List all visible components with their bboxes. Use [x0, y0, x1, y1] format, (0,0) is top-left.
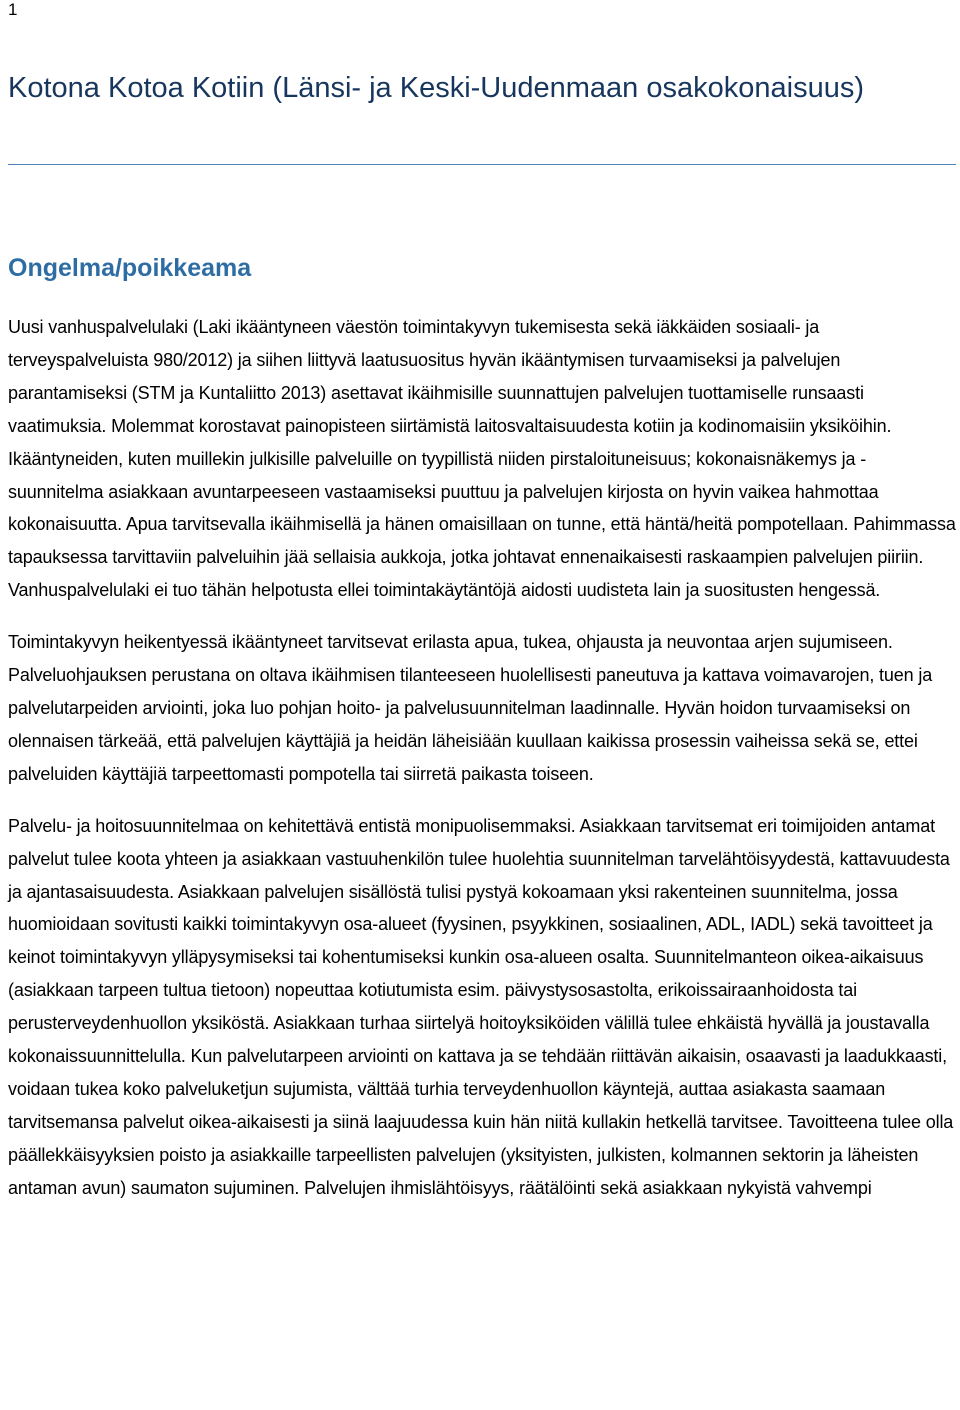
paragraph: Uusi vanhuspalvelulaki (Laki ikääntyneen väestön toimintakyvyn tukemisesta sekä iäkkäiden sosiaali- ja terveyspalveluista 980/2012) ja siihen liittyvä laatusuositus hyvän ikääntymisen turvaamiseksi ja palvelujen parantamiseksi (STM ja Kuntaliitto 2013) asettavat ikäihmisille suunnattujen palvelujen tuottamiselle runsaasti vaatimuksia. Molemmat korostavat painopisteen siirtämistä laitosvaltaisuudesta kotiin ja kodinomaisiin yksiköihin. Ikääntyneiden, kuten muillekin julkisille palveluille on tyypillistä niiden pirstaloituneisuus; kokonaisnäkemys ja -suunnitelma asiakkaan avuntarpeeseen vastaamiseksi puuttuu ja palvelujen kirjosta on hyvin vaikea hahmottaa kokonaisuutta. Apua tarvitsevalla ikäihmisellä ja hänen omaisillaan on tunne, että häntä/heitä pompotellaan. Pahimmassa tapauksessa tarvittaviin palveluihin jää sellaisia aukkoja, jotka johtavat ennenaikaisesti raskaampien palvelujen piiriin. Vanhuspalvelulaki ei tuo tähän helpotusta ellei toimintakäytäntöjä aidosti uudisteta lain ja suositusten hengessä.: [8, 317, 956, 601]
document-title: Kotona Kotoa Kotiin (Länsi- ja Keski-Uudenmaan osakokonaisuus): [8, 72, 864, 104]
title-divider: [8, 164, 956, 165]
paragraph: Palvelu- ja hoitosuunnitelmaa on kehitettävä entistä monipuolisemmaksi. Asiakkaan tarvitsemat eri toimijoiden antamat palvelut tulee koota yhteen ja asiakkaan vastuuhenkilön tulee huolehtia suunnitelman tarvelähtöisyydestä, kattavuudesta ja ajantasaisuudesta. Asiakkaan palvelujen sisällöstä tulisi pystyä kokoamaan yksi rakenteinen suunnitelma, jossa huomioidaan sovitusti kaikki toimintakyvyn osa-alueet (fyysinen, psyykkinen, sosiaalinen, ADL, IADL) sekä tavoitteet ja keinot toimintakyvyn ylläpysymiseksi tai kohentumiseksi kunkin osa-alueen osalta. Suunnitelmanteon oikea-aikaisuus (asiakkaan tarpeen tultua tietoon) nopeuttaa kotiutumista esim. päivystysosastolta, erikoissairaanhoidosta tai perusterveydenhuollon yksiköstä. Asiakkaan turhaa siirtelyä hoitoyksiköiden välillä tulee ehkäistä hyvällä ja joustavalla kokonaissuunnittelulla. Kun palvelutarpeen arviointi on kattava ja se tehdään riittävän aikaisin, osaavasti ja laadukkaasti, voidaan tukea koko palveluketjun sujumista, välttää turhia terveydenhuollon käyntejä, auttaa asiakasta saamaan tarvitsemansa palvelut oikea-aikaisesti ja siinä laajuudessa kuin hän niitä kullakin hetkellä tarvitsee. Tavoitteena tulee olla päällekkäisyyksien poisto ja asiakkaille tarpeellisten palvelujen (yksityisten, julkisten, kolmannen sektorin ja läheisten antaman avun) saumaton sujuminen. Palvelujen ihmislähtöisyys, räätälöinti sekä asiakkaan nykyistä vahvempi: [8, 815, 954, 1198]
section-heading: Ongelma/poikkeama: [8, 254, 252, 282]
page-number: 1: [8, 0, 18, 19]
body-text: [8, 311, 956, 1224]
paragraph: Toimintakyvyn heikentyessä ikääntyneet tarvitsevat erilasta apua, tukea, ohjausta ja neuvontaa arjen sujumiseen. Palveluohjauksen perustana on oltava ikäihmisen tilanteeseen huolellisesti paneutuva ja kattava voimavarojen, tuen ja palvelutarpeiden arviointi, joka luo pohjan hoito- ja palvelusuunnitelman laadinnalle. Hyvän hoidon turvaamiseksi on olennaisen tärkeää, että palvelujen käyttäjiä ja heidän läheisiään kuullaan kaikissa prosessin vaiheissa sekä se, ettei palveluiden käyttäjiä tarpeettomasti pompotella tai siirretä paikasta toiseen.: [8, 632, 933, 784]
